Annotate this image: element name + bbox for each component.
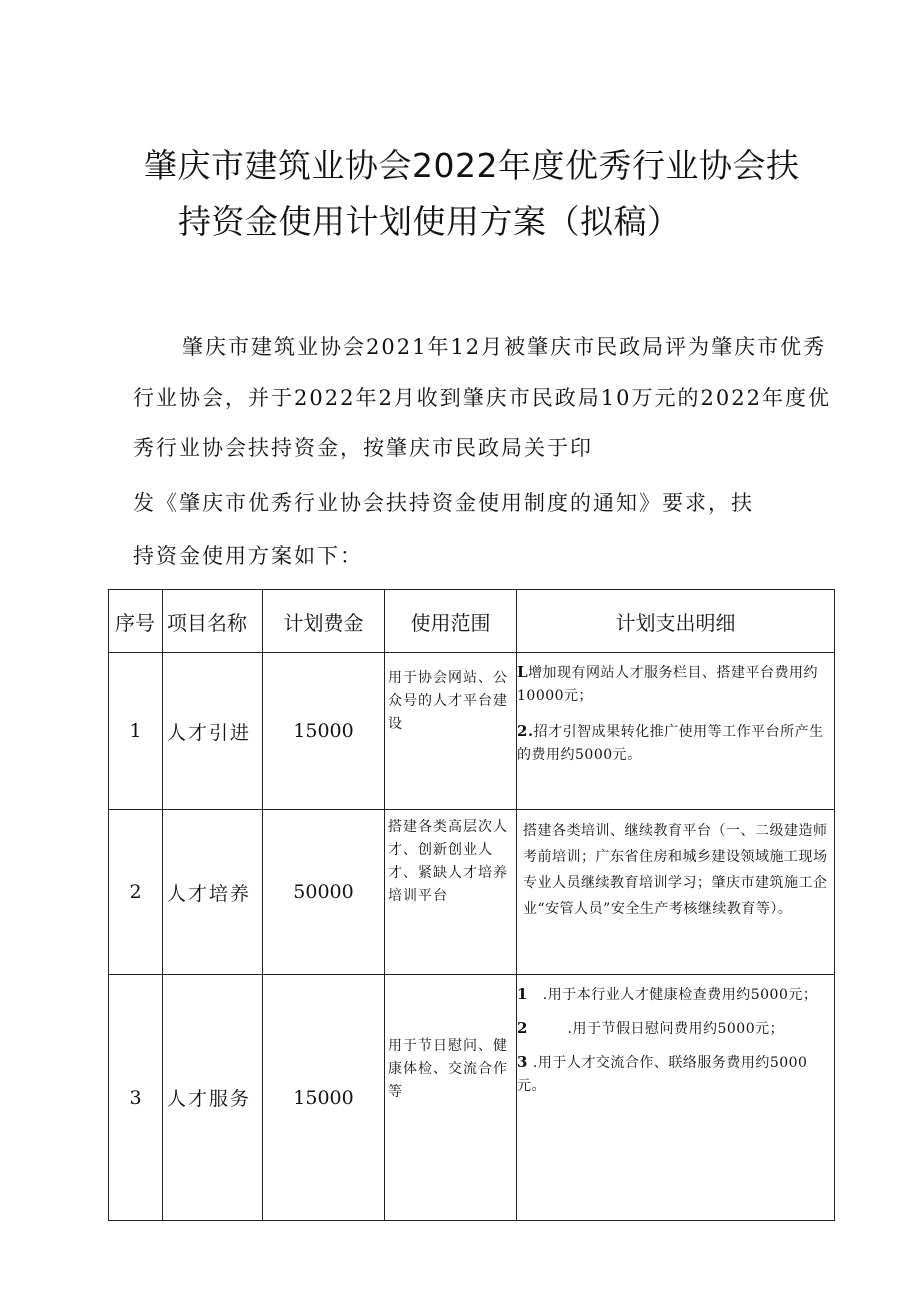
header-index: 序号 [109,590,163,653]
row-project-name: 人才服务 [163,975,263,1221]
row-scope: 用于协会网站、公众号的人才平台建设 [385,653,517,810]
row-scope: 搭建各类高层次人才、创新创业人才、紧缺人才培养培训平台 [385,810,517,975]
header-project-name: 项目名称 [163,590,263,653]
detail-item [517,720,830,767]
detail-text: .用于本行业人才健康检查费用约5000元； [542,987,818,1003]
detail-item [517,1051,830,1098]
row-details [517,975,835,1221]
header-planned-amount: 计划费金 [263,590,385,653]
row-details [517,653,835,810]
detail-text: 招才引智成果转化推广使用等工作平台所产生的费用约5000元。 [517,724,824,763]
paragraph-line: 行业协会，并于2022年2月收到肇庆市民政局10万元的2022年度优 [133,386,831,410]
row-project-name: 人才引进 [163,653,263,810]
row-index: 2 [109,810,163,975]
title-line-2: 持资金使用计划使用方案（拟稿） [178,202,681,241]
paragraph-line: 秀行业协会扶持资金，按肇庆市民政局关于印 [133,436,593,460]
detail-text: 增加现有网站人才服务栏目、搭建平台费用约10000元； [517,665,819,704]
detail-marker: L [517,663,529,681]
paragraph-line: 持资金使用方案如下： [133,544,363,568]
row-scope: 用于节日慰问、健康体检、交流合作等 [385,975,517,1221]
row-amount: 15000 [263,653,385,810]
detail-marker: 2. [517,722,534,740]
detail-text: .用于节假日慰问费用约5000元； [567,1021,785,1037]
paragraph-line: 发《肇庆市优秀行业协会扶持资金使用制度的通知》要求，扶 [133,491,754,515]
row-amount: 15000 [263,975,385,1221]
detail-marker: 3 [517,1053,528,1071]
detail-item [517,983,830,1007]
detail-marker: 1 [517,985,528,1003]
fund-plan-table [108,589,835,1221]
detail-marker: 2 [517,1019,528,1037]
row-details: 搭建各类培训、继续教育平台（一、二级建造师考前培训；广东省住房和城乡建设领域施工现场专业人员继续教育培训学习；肇庆市建筑施工企业“安管人员”安全生产考核继续教育等）。 [517,810,835,975]
title-line-1: 肇庆市建筑业协会2022年度优秀行业协会扶 [144,146,800,185]
header-expense-details: 计划支出明细 [517,590,835,653]
row-index: 1 [109,653,163,810]
header-scope: 使用范围 [385,590,517,653]
row-project-name: 人才培养 [163,810,263,975]
table-row [109,975,835,1221]
detail-text: .用于人才交流合作、联络服务费用约5000元。 [517,1055,808,1094]
paragraph-line: 肇庆市建筑业协会2021年12月被肇庆市民政局评为肇庆市优秀 [182,335,827,359]
table-row [109,653,835,810]
table-header-row [109,590,835,653]
row-amount: 50000 [263,810,385,975]
row-index: 3 [109,975,163,1221]
document-title [144,138,834,250]
table-row [109,810,835,975]
detail-item [517,661,830,708]
detail-item [517,1017,830,1041]
